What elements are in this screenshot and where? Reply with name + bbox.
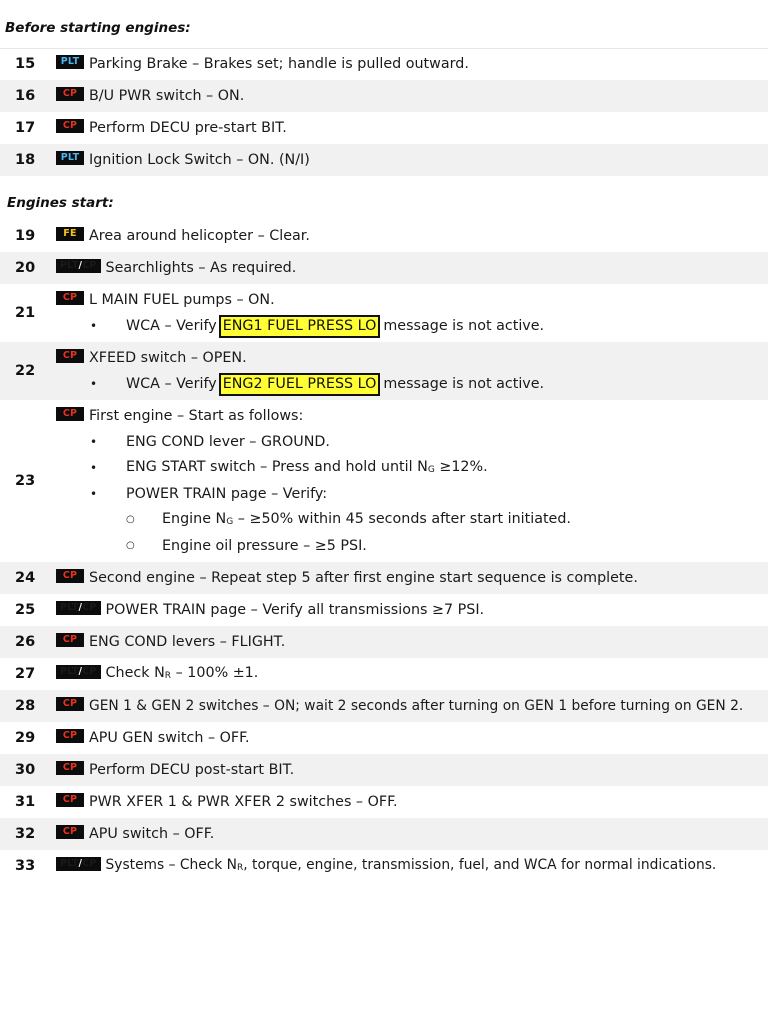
- step-text: Systems – Check $N_R$, torque, engine, transmission, fuel, and WCA for normal indications.: [105, 856, 717, 873]
- bullet-disc: •: [90, 487, 98, 501]
- bullet-circle: ○: [126, 514, 135, 525]
- crew-badge-plt-cp: PLT/CP: [56, 603, 101, 617]
- crew-badge-cp: CP: [56, 635, 84, 649]
- step-row: [0, 48, 768, 80]
- bullet-circle: ○: [126, 540, 135, 551]
- step-row: [0, 112, 768, 144]
- step-number: 22: [15, 363, 36, 379]
- crew-badge-cp: CP: [56, 571, 84, 585]
- step-number: 32: [15, 826, 36, 842]
- step-number: 27: [15, 666, 36, 682]
- step-text: Area around helicopter – Clear.: [89, 228, 310, 244]
- section-title-before-start: Before starting engines:: [0, 0, 768, 48]
- step-row: [0, 80, 768, 112]
- step-number: 31: [15, 794, 36, 810]
- sub-step-text: message is not active.: [383, 376, 545, 392]
- step-row: [0, 850, 768, 882]
- step-row: [0, 658, 768, 690]
- step-number: 15: [15, 56, 36, 72]
- step-text: L MAIN FUEL pumps – ON.: [89, 292, 275, 308]
- wca-warning-message: ENG2 FUEL PRESS LO: [220, 374, 380, 395]
- sub-step-text: WCA – Verify: [126, 376, 217, 392]
- step-text: POWER TRAIN page – Verify all transmissions ≥7 PSI.: [105, 602, 485, 618]
- crew-badge-plt: PLT: [56, 153, 84, 167]
- sub-sub-step-text: Engine $N_G - \ge 50\%$ within 45 seconds after start initiated.: [162, 510, 571, 527]
- step-number: 21: [15, 305, 36, 321]
- step-text: GEN 1 & GEN 2 switches – ON; wait 2 seconds after turning on GEN 1 before turning on GEN 2.: [89, 698, 744, 714]
- step-text: PWR XFER 1 & PWR XFER 2 switches – OFF.: [89, 794, 398, 810]
- step-row: [0, 284, 768, 342]
- step-number: 18: [15, 152, 36, 168]
- step-text: XFEED switch – OPEN.: [89, 350, 247, 366]
- step-text: Perform DECU post-start BIT.: [89, 762, 295, 778]
- crew-badge-cp: CP: [56, 699, 84, 713]
- crew-badge-plt-cp: PLT/CP: [56, 667, 101, 681]
- step-text: APU switch – OFF.: [89, 826, 215, 842]
- step-number: 16: [15, 88, 36, 104]
- step-text: Ignition Lock Switch – ON. (N/I): [89, 152, 310, 168]
- wca-warning-message: ENG1 FUEL PRESS LO: [220, 316, 380, 337]
- step-text: ENG COND levers – FLIGHT.: [89, 634, 286, 650]
- step-number: 23: [15, 473, 36, 489]
- step-row: [0, 626, 768, 658]
- sub-step-text: message is not active.: [383, 318, 545, 334]
- step-number: 17: [15, 120, 36, 136]
- crew-badge-plt: PLT: [56, 57, 84, 71]
- step-row: [0, 562, 768, 594]
- crew-badge-cp: CP: [56, 293, 84, 307]
- step-row: [0, 690, 768, 722]
- crew-badge-fe: FE: [56, 229, 84, 243]
- step-text: Check $N_R - 100\% \pm 1$.: [105, 664, 259, 681]
- step-row: [0, 594, 768, 626]
- sub-step-text: POWER TRAIN page – Verify:: [126, 486, 328, 502]
- step-text: APU GEN switch – OFF.: [89, 730, 250, 746]
- step-number: 19: [15, 228, 36, 244]
- step-number: 26: [15, 634, 36, 650]
- crew-badge-cp: CP: [56, 89, 84, 103]
- bullet-disc: •: [90, 461, 98, 475]
- sub-step-text: WCA – Verify: [126, 318, 217, 334]
- step-text: Parking Brake – Brakes set; handle is pulled outward.: [89, 56, 469, 72]
- crew-badge-cp: CP: [56, 795, 84, 809]
- crew-badge-cp: CP: [56, 121, 84, 135]
- step-number: 25: [15, 602, 36, 618]
- sub-sub-step-text: Engine oil pressure – ≥5 PSI.: [162, 538, 367, 554]
- crew-badge-cp: CP: [56, 409, 84, 423]
- step-text: B/U PWR switch – ON.: [89, 88, 245, 104]
- step-row: [0, 220, 768, 252]
- step-number: 29: [15, 730, 36, 746]
- step-row: [0, 754, 768, 786]
- bullet-disc: •: [90, 435, 98, 449]
- step-row: [0, 144, 768, 176]
- bullet-disc: •: [90, 319, 98, 333]
- step-row: [0, 342, 768, 400]
- step-row: [0, 400, 768, 562]
- sub-step-text: ENG START switch – Press and hold until $N_G \ge 12\%$.: [126, 458, 488, 475]
- crew-badge-cp: CP: [56, 827, 84, 841]
- step-text: Searchlights – As required.: [105, 260, 297, 276]
- crew-badge-cp: CP: [56, 351, 84, 365]
- step-number: 20: [15, 260, 36, 276]
- bullet-disc: •: [90, 377, 98, 391]
- step-row: [0, 252, 768, 284]
- crew-badge-cp: CP: [56, 731, 84, 745]
- crew-badge-cp: CP: [56, 763, 84, 777]
- step-row: [0, 722, 768, 754]
- step-text: Second engine – Repeat step 5 after first engine start sequence is complete.: [89, 570, 638, 586]
- step-text: Perform DECU pre-start BIT.: [89, 120, 287, 136]
- step-number: 28: [15, 698, 36, 714]
- step-number: 30: [15, 762, 36, 778]
- step-number: 24: [15, 570, 36, 586]
- sub-step-text: ENG COND lever – GROUND.: [126, 434, 330, 450]
- step-row: [0, 786, 768, 818]
- step-number: 33: [15, 858, 36, 874]
- section-title-engines-start: Engines start:: [7, 195, 114, 211]
- crew-badge-plt-cp: PLT/CP: [56, 261, 101, 275]
- step-text: First engine – Start as follows:: [89, 408, 304, 424]
- step-row: [0, 818, 768, 850]
- crew-badge-plt-cp: PLT/CP: [56, 859, 101, 873]
